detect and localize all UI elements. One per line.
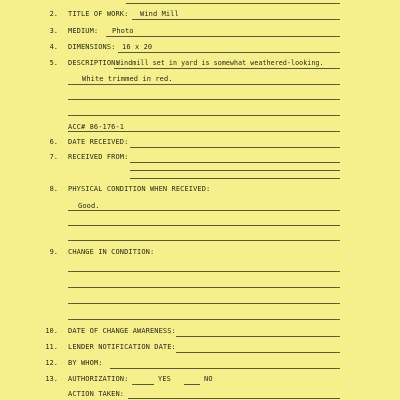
item5-line3: [68, 99, 340, 100]
item8-line1: [68, 210, 340, 211]
item10-line: [176, 336, 340, 337]
item7-number: 7.: [49, 153, 58, 161]
item12-label: BY WHOM:: [68, 359, 103, 367]
action-taken-line: [128, 398, 340, 399]
authorization-yes-label: YES: [158, 375, 171, 383]
item7-line3: [130, 178, 340, 179]
authorization-no-blank[interactable]: [184, 384, 200, 385]
item8-value: Good.: [78, 202, 100, 210]
authorization-no-label: NO: [204, 375, 213, 383]
item6-number: 6.: [49, 138, 58, 146]
item1-line: [126, 3, 340, 4]
item5-line1: [114, 68, 340, 69]
item7-line2: [130, 170, 340, 171]
item10-number: 10.: [45, 327, 58, 335]
item11-label: LENDER NOTIFICATION DATE:: [68, 343, 176, 351]
item9-label: CHANGE IN CONDITION:: [68, 248, 155, 256]
item13-label: AUTHORIZATION:: [68, 375, 129, 383]
item8-number: 8.: [49, 185, 58, 193]
item12-number: 12.: [45, 359, 58, 367]
item6-label: DATE RECEIVED:: [68, 138, 129, 146]
item3-line: [106, 36, 340, 37]
item6-line: [130, 147, 340, 148]
authorization-yes-blank[interactable]: [132, 384, 154, 385]
item10-label: DATE OF CHANGE AWARENESS:: [68, 327, 176, 335]
item8-label: PHYSICAL CONDITION WHEN RECEIVED:: [68, 185, 211, 193]
item9-line3: [68, 303, 340, 304]
item11-number: 11.: [45, 343, 58, 351]
item5-value-line2: White trimmed in red.: [82, 75, 173, 83]
item11-line: [176, 352, 340, 353]
item2-line: [132, 19, 340, 20]
item5-value-line1: Windmill set in yard is somewhat weathered-looking.: [116, 59, 324, 67]
item2-number: 2.: [49, 10, 58, 18]
item5-line2: [68, 84, 340, 85]
item9-line2: [68, 287, 340, 288]
accession-number: ACC# 86-176-1: [68, 123, 125, 131]
item5-label: DESCRIPTION:: [68, 59, 120, 67]
item3-label: MEDIUM:: [68, 27, 99, 35]
item7-line1: [130, 162, 340, 163]
item4-line: [118, 52, 340, 53]
item8-line2: [68, 225, 340, 226]
item4-label: DIMENSIONS:: [68, 43, 116, 51]
item4-value: 16 x 20: [122, 43, 153, 51]
item12-line: [110, 368, 340, 369]
item13-number: 13.: [45, 375, 58, 383]
item4-number: 4.: [49, 43, 58, 51]
item2-label: TITLE OF WORK:: [68, 10, 129, 18]
item3-number: 3.: [49, 27, 58, 35]
item7-label: RECEIVED FROM:: [68, 153, 129, 161]
item9-number: 9.: [49, 248, 58, 256]
item5-line4: [68, 115, 340, 116]
item3-value: Photo: [112, 27, 134, 35]
item9-line4: [68, 319, 340, 320]
item9-line1: [68, 271, 340, 272]
item2-value: Wind Mill: [140, 10, 179, 18]
action-taken-label: ACTION TAKEN:: [68, 390, 125, 398]
acc-line: [68, 131, 340, 132]
item8-line3: [68, 240, 340, 241]
item5-number: 5.: [49, 59, 58, 67]
